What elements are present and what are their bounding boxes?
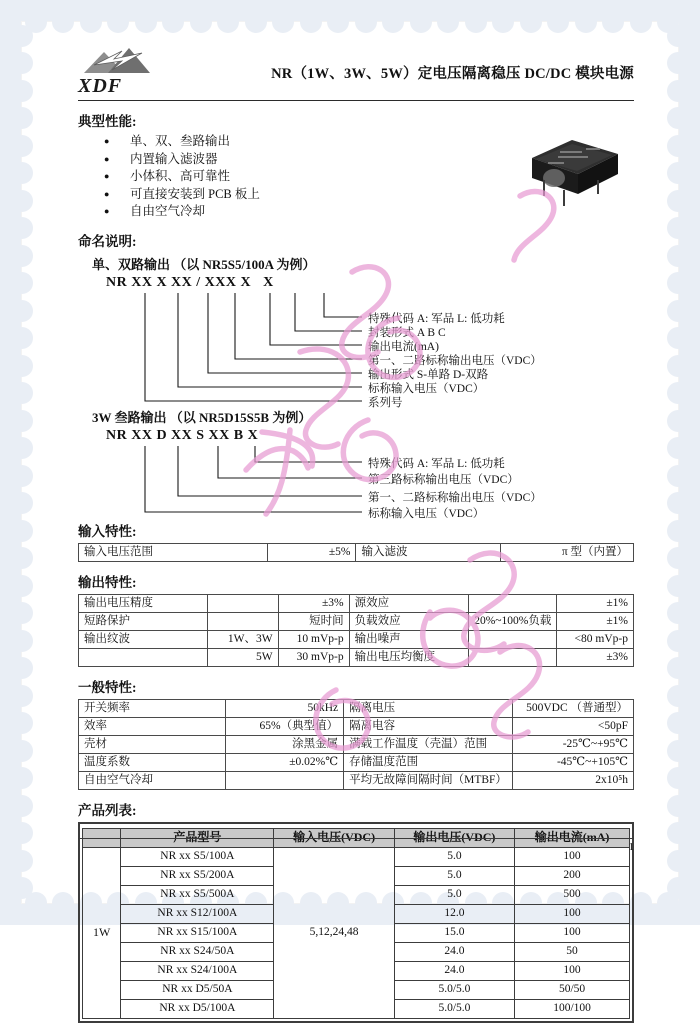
- feature-item: ● 自由空气冷却: [78, 203, 634, 221]
- product-output-current: 100: [515, 904, 630, 923]
- product-column-header: 输入电压(VDC): [274, 828, 394, 847]
- product-output-voltage: 24.0: [394, 961, 514, 980]
- spec-value: -25℃~+95℃: [512, 735, 633, 753]
- spec-sub-value: [469, 630, 557, 648]
- features-section: [78, 110, 634, 221]
- product-output-current: 500: [515, 885, 630, 904]
- product-output-voltage: 24.0: [394, 942, 514, 961]
- product-model: NR xx D5/100A: [121, 999, 274, 1018]
- product-model: NR xx S15/100A: [121, 923, 274, 942]
- input-characteristics-heading: 输入特性:: [78, 523, 137, 539]
- spec-value: 500VDC （普通型）: [512, 699, 633, 717]
- spec-value: ±5%: [267, 543, 356, 561]
- footer-divider: [78, 838, 634, 839]
- spec-row: [79, 771, 634, 789]
- product-input-voltage: 5,12,24,48: [274, 847, 394, 1018]
- page-title: NR（1W、3W、5W）定电压隔离稳压 DC/DC 模块电源: [271, 66, 634, 82]
- product-model: NR xx D5/50A: [121, 980, 274, 999]
- product-output-voltage: 5.0: [394, 885, 514, 904]
- product-model: NR xx S5/200A: [121, 866, 274, 885]
- spec-row: [79, 594, 634, 612]
- naming-single-dual-subheading: 单、双路输出 （以 NR5S5/100A 为例）: [92, 256, 316, 272]
- spec-label: 输入电压范围: [79, 543, 268, 561]
- spec-value: ±0.02%℃: [225, 753, 343, 771]
- feature-item: ● 小体积、高可靠性: [78, 168, 634, 186]
- spec-value: ±3%: [278, 594, 349, 612]
- product-output-current: 100: [515, 923, 630, 942]
- spec-label: 开关频率: [79, 699, 226, 717]
- naming-heading: 命名说明:: [78, 233, 137, 249]
- naming-single-dual-diagram: [92, 291, 634, 409]
- spec-value: 2x10⁵h: [512, 771, 633, 789]
- spec-sub-value: [469, 594, 557, 612]
- product-output-current: 100/100: [515, 999, 630, 1018]
- output-characteristics-table: [78, 594, 634, 667]
- general-characteristics-table: [78, 699, 634, 790]
- spec-sub-value: [207, 612, 278, 630]
- document-header: [78, 48, 634, 98]
- naming-label-4: 输出形式 S-单路 D-双路: [368, 368, 489, 381]
- product-photo: [514, 118, 632, 210]
- feature-item: ● 内置输入滤波器: [78, 151, 634, 169]
- spec-label: 输出电压精度: [79, 594, 208, 612]
- spec-sub-value: [207, 594, 278, 612]
- input-characteristics-section: [78, 520, 634, 562]
- spec-value: ±3%: [557, 648, 634, 666]
- naming-triple-label-3: 标称输入电压（VDC）: [368, 507, 485, 520]
- page-footer: [78, 838, 634, 853]
- spec-value: 30 mVp-p: [278, 648, 349, 666]
- spec-label: 自由空气冷却: [79, 771, 226, 789]
- product-model: NR xx S5/100A: [121, 847, 274, 866]
- spec-label: 输出纹波: [79, 630, 208, 648]
- spec-sub-value: 20%~100%负载: [469, 612, 557, 630]
- spec-label: 输出噪声: [349, 630, 469, 648]
- product-model: NR xx S12/100A: [121, 904, 274, 923]
- header-divider: [78, 100, 634, 101]
- spec-row: [79, 543, 634, 561]
- product-output-current: 100: [515, 847, 630, 866]
- naming-triple-subheading: 3W 叁路输出 （以 NR5D15S5B 为例）: [92, 409, 312, 425]
- naming-label-6: 系列号: [368, 396, 403, 409]
- product-output-current: 100: [515, 961, 630, 980]
- spec-label: 效率: [79, 717, 226, 735]
- naming-triple-label-0: 特殊代码 A: 军品 L: 低功耗: [368, 457, 505, 470]
- product-output-voltage: 5.0/5.0: [394, 999, 514, 1018]
- spec-value: <80 mVp-p: [557, 630, 634, 648]
- product-column-header: 产品型号: [121, 828, 274, 847]
- general-characteristics-heading: 一般特性:: [78, 679, 137, 695]
- naming-triple-label-2: 第一、二路标称输出电压（VDC）: [368, 491, 542, 504]
- naming-triple-label-1: 第三路标称输出电压（VDC）: [368, 473, 519, 486]
- spec-label: 平均无故障间隔时间（MTBF）: [344, 771, 513, 789]
- product-list-section: [78, 799, 634, 1023]
- spec-sub-value: [469, 648, 557, 666]
- spec-value: 涂黑金属: [225, 735, 343, 753]
- spec-label: 短路保护: [79, 612, 208, 630]
- spec-sub-value: 1W、3W: [207, 630, 278, 648]
- spec-value: 65%（典型值）: [225, 717, 343, 735]
- spec-label: [79, 648, 208, 666]
- product-output-voltage: 5.0/5.0: [394, 980, 514, 999]
- naming-triple-code: NR XX D XX S XX B X: [106, 427, 259, 443]
- spec-row: [79, 717, 634, 735]
- naming-single-dual-code: NR XX X XX / XXX X X: [106, 274, 274, 290]
- spec-row: [79, 753, 634, 771]
- spec-label: 满载工作温度（壳温）范围: [344, 735, 513, 753]
- spec-label: 输入滤波: [356, 543, 500, 561]
- naming-label-3: 第一、二路标称输出电压（VDC）: [368, 354, 542, 367]
- naming-triple-diagram: [92, 444, 634, 520]
- brand-name: XDF: [78, 75, 123, 97]
- naming-single-dual: [92, 254, 634, 409]
- product-list-heading: 产品列表:: [78, 802, 137, 818]
- naming-section: [78, 230, 634, 520]
- spec-value: π 型（内置）: [500, 543, 633, 561]
- spec-row: [79, 648, 634, 666]
- spec-label: 输出电压均衡度: [349, 648, 469, 666]
- spec-row: [79, 699, 634, 717]
- product-output-voltage: 12.0: [394, 904, 514, 923]
- spec-value: 10 mVp-p: [278, 630, 349, 648]
- brand-logo: [78, 48, 174, 98]
- general-characteristics-section: [78, 676, 634, 790]
- logo-mountain-bolt-icon: [78, 48, 164, 74]
- spec-label: 源效应: [349, 594, 469, 612]
- page-number: 1: [628, 841, 634, 853]
- naming-label-0: 特殊代码 A: 军品 L: 低功耗: [368, 312, 505, 325]
- output-characteristics-heading: 输出特性:: [78, 574, 137, 590]
- spec-label: 壳材: [79, 735, 226, 753]
- spec-label: 温度系数: [79, 753, 226, 771]
- spec-label: 负载效应: [349, 612, 469, 630]
- feature-item: ● 可直接安装到 PCB 板上: [78, 186, 634, 204]
- spec-value: [225, 771, 343, 789]
- spec-value: ±1%: [557, 594, 634, 612]
- spec-row: [79, 735, 634, 753]
- product-output-voltage: 5.0: [394, 847, 514, 866]
- lightning-bolt-icon: [92, 50, 144, 72]
- spec-value: 短时间: [278, 612, 349, 630]
- product-model: NR xx S5/500A: [121, 885, 274, 904]
- naming-triple: [92, 407, 634, 520]
- feature-item: ● 单、双、叁路输出: [78, 133, 634, 151]
- naming-label-5: 标称输入电压（VDC）: [368, 382, 485, 395]
- spec-label: 存储温度范围: [344, 753, 513, 771]
- spec-value: -45℃~+105℃: [512, 753, 633, 771]
- product-output-current: 200: [515, 866, 630, 885]
- spec-value: ±1%: [557, 612, 634, 630]
- naming-label-2: 输出电流(mA): [368, 340, 439, 353]
- spec-value: 50kHz: [225, 699, 343, 717]
- product-list-table: [82, 828, 630, 1019]
- spec-row: [79, 612, 634, 630]
- product-output-voltage: 5.0: [394, 866, 514, 885]
- spec-value: <50pF: [512, 717, 633, 735]
- features-heading: 典型性能:: [78, 114, 137, 129]
- product-power-group: 1W: [83, 847, 121, 1018]
- spec-label: 隔离电容: [344, 717, 513, 735]
- product-model: NR xx S24/100A: [121, 961, 274, 980]
- spec-row: [79, 630, 634, 648]
- product-column-header: 输出电流(mA): [515, 828, 630, 847]
- product-output-current: 50/50: [515, 980, 630, 999]
- product-output-voltage: 15.0: [394, 923, 514, 942]
- spec-sub-value: 5W: [207, 648, 278, 666]
- product-output-current: 50: [515, 942, 630, 961]
- product-model: NR xx S24/50A: [121, 942, 274, 961]
- input-characteristics-table: [78, 543, 634, 562]
- product-column-header: 输出电压(VDC): [394, 828, 514, 847]
- spec-label: 隔离电压: [344, 699, 513, 717]
- output-characteristics-section: [78, 571, 634, 667]
- naming-label-1: 封装形式 A B C: [368, 326, 446, 339]
